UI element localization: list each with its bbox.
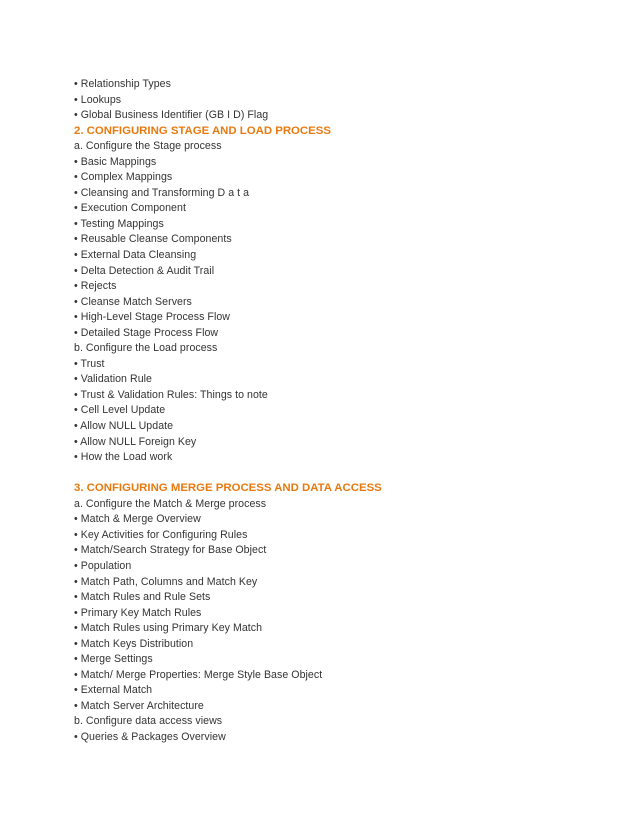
- list-item: • External Data Cleansing: [74, 249, 197, 262]
- list-item: • Match Path, Columns and Match Key: [74, 575, 258, 588]
- list-item: • Match Rules using Primary Key Match: [74, 622, 263, 635]
- list-item: • External Match: [74, 684, 153, 697]
- list-item: • Allow NULL Update: [74, 420, 174, 433]
- subsection-heading: b. Configure data access views: [74, 715, 223, 728]
- list-item: • Detailed Stage Process Flow: [74, 326, 219, 339]
- list-item: • Match Server Architecture: [74, 699, 204, 712]
- list-item: • Lookups: [74, 93, 122, 106]
- list-item: • High-Level Stage Process Flow: [74, 311, 230, 324]
- list-item: • Cleanse Match Servers: [74, 295, 192, 308]
- list-item: • Cell Level Update: [74, 404, 166, 417]
- list-item: • Match/ Merge Properties: Merge Style Base Object: [74, 668, 323, 681]
- list-item: • Reusable Cleanse Components: [74, 233, 232, 246]
- list-item: • Primary Key Match Rules: [74, 606, 202, 619]
- blank-line: [74, 466, 594, 482]
- list-item: • How the Load work: [74, 451, 173, 464]
- list-item: • Population: [74, 559, 132, 572]
- list-item: • Rejects: [74, 280, 117, 293]
- list-item: • Queries & Packages Overview: [74, 730, 226, 743]
- list-item: • Relationship Types: [74, 78, 171, 90]
- list-item: • Allow NULL Foreign Key: [74, 435, 197, 448]
- list-item: • Validation Rule: [74, 373, 152, 386]
- subsection-heading: a. Configure the Match & Merge process: [74, 497, 267, 510]
- list-item: • Key Activities for Configuring Rules: [74, 528, 248, 541]
- list-item: • Match/Search Strategy for Base Object: [74, 544, 267, 557]
- subsection-heading: a. Configure the Stage process: [74, 140, 222, 153]
- list-item: • Trust: [74, 357, 105, 370]
- list-item: • Testing Mappings: [74, 217, 164, 230]
- list-item: • Basic Mappings: [74, 155, 157, 168]
- list-item: • Match Keys Distribution: [74, 637, 194, 650]
- list-item: • Match Rules and Rule Sets: [74, 591, 211, 604]
- list-item: • Execution Component: [74, 202, 186, 215]
- document-page: [74, 77, 594, 746]
- section-heading-2: 2. CONFIGURING STAGE AND LOAD PROCESS: [74, 124, 331, 137]
- list-item: • Trust & Validation Rules: Things to note: [74, 388, 268, 401]
- subsection-heading: b. Configure the Load process: [74, 342, 218, 355]
- list-item: • Match & Merge Overview: [74, 513, 201, 526]
- section-heading-3: 3. CONFIGURING MERGE PROCESS AND DATA ACCESS: [74, 482, 382, 495]
- list-item: • Complex Mappings: [74, 171, 173, 184]
- list-item: • Merge Settings: [74, 653, 153, 666]
- list-item: • Cleansing and Transforming D a t a: [74, 186, 250, 199]
- list-item: • Delta Detection & Audit Trail: [74, 264, 215, 277]
- list-item: • Global Business Identifier (GB I D) Flag: [74, 109, 269, 122]
